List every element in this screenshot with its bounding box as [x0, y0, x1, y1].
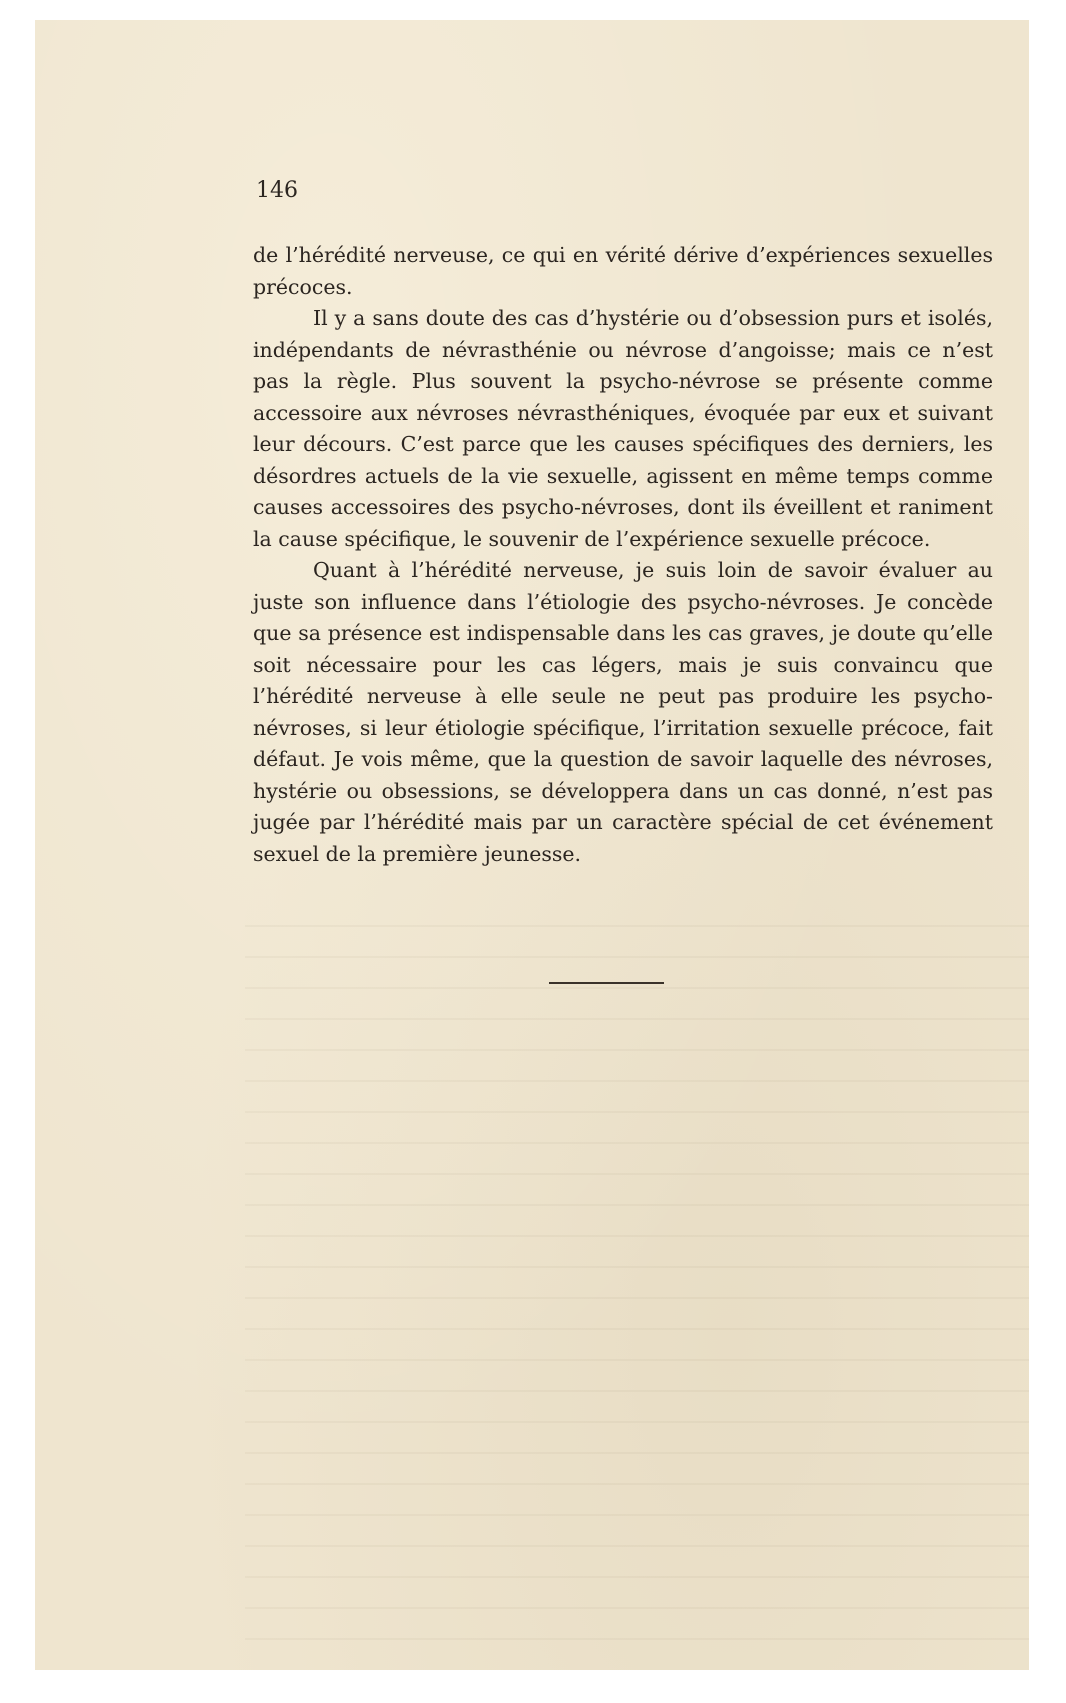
page-number: 146: [256, 178, 298, 203]
paragraph-continuation: de l’hérédité nerveuse, ce qui en vérité dérive d’expériences sexuelles précoces.: [253, 243, 993, 299]
section-end-rule: [549, 982, 664, 984]
body-text: [253, 240, 993, 870]
bleed-through-texture: [245, 925, 1029, 1645]
paragraph-hysteria-obsession: Il y a sans doute des cas d’hystérie ou d’obsession purs et isolés, indépendants de névrasthénie ou névrose d’angoisse; mais ce n’est pas la règle. Plus souvent la psycho-névrose se présente comme accessoire aux névroses névrasthéniques, évoquée par eux et suivant leur décours. C’est parce que les causes spécifiques des derniers, les désordres actuels de la vie sexuelle, agissent en même temps comme causes accessoires des psycho-névroses, dont ils éveillent et raniment la cause spécifique, le souvenir de l’expérience sexuelle précoce.: [253, 306, 993, 551]
paragraph-heredity: Quant à l’hérédité nerveuse, je suis loin de savoir évaluer au juste son influence dans l’étiologie des psycho-névroses. Je concède que sa présence est indispensable dans les cas graves, je doute qu’elle soit nécessaire pour les cas légers, mais je suis convaincu que l’hérédité nerveuse à elle seule ne peut pas produire les psycho-névroses, si leur étiologie spécifique, l’irritation sexuelle précoce, fait défaut. Je vois même, que la question de savoir laquelle des névroses, hystérie ou obsessions, se développera dans un cas donné, n’est pas jugée par l’hérédité mais par un caractère spécial de cet événement sexuel de la première jeunesse.: [253, 558, 993, 866]
book-page: [35, 20, 1029, 1670]
